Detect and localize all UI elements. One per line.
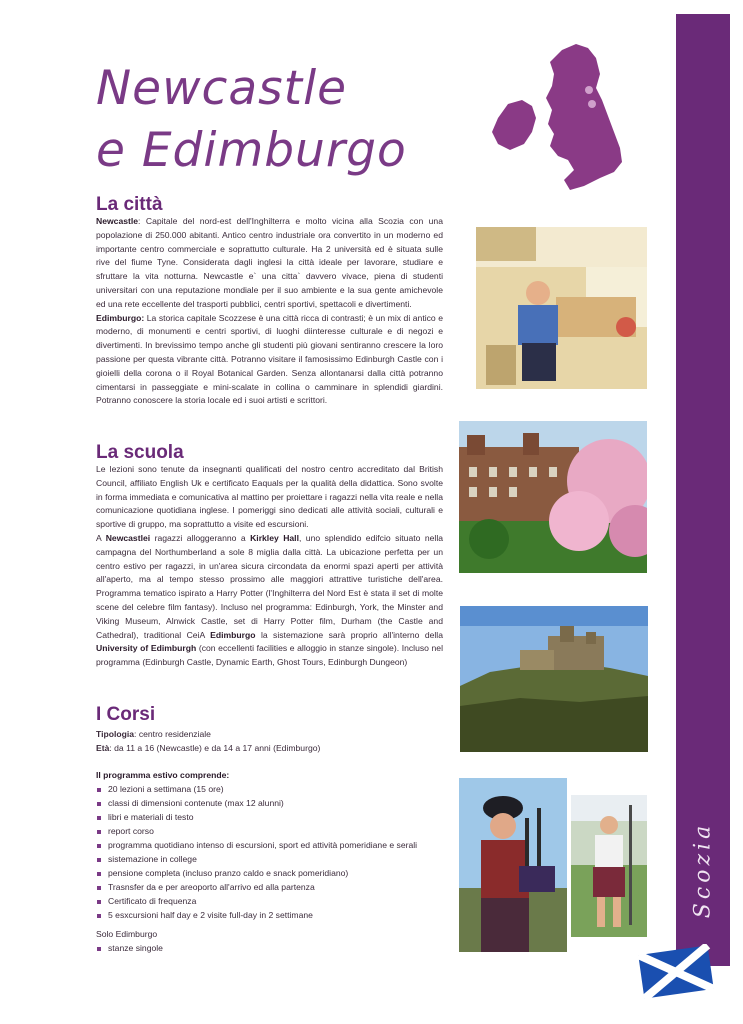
tipologia-label: Tipologia	[96, 729, 135, 739]
photo-mansion-garden	[459, 421, 647, 573]
list-item	[96, 941, 163, 955]
list-item	[96, 838, 417, 852]
bullet-icon	[97, 914, 101, 918]
bullet-icon	[97, 872, 101, 876]
list-item	[96, 782, 417, 796]
list-item	[96, 894, 417, 908]
list-item-text: sistemazione in college	[108, 854, 197, 864]
scuola-newcastle-bold: Newcastlei	[105, 532, 151, 543]
kirkley-hall-bold: Kirkley Hall	[250, 532, 299, 543]
section-heading-corsi: I Corsi	[96, 704, 156, 725]
list-item-text: stanze singole	[108, 943, 163, 953]
bullet-icon	[97, 802, 101, 806]
list-item-text: Certificato di frequenza	[108, 896, 197, 906]
list-item-text: Trasnsfer da e per areoporto all'arrivo ed alla partenza	[108, 882, 315, 892]
list-item	[96, 796, 417, 810]
photo-student-studying	[476, 227, 647, 389]
list-item	[96, 880, 417, 894]
programma-list	[96, 782, 417, 922]
scuola-text-part: A	[96, 532, 106, 543]
bullet-icon	[97, 886, 101, 890]
scotland-flag-icon	[637, 944, 715, 1000]
section-heading-scuola: La scuola	[96, 442, 184, 463]
side-label	[676, 800, 730, 940]
newcastle-label: Newcastle	[96, 216, 139, 226]
bullet-icon	[97, 788, 101, 792]
eta-row	[96, 741, 320, 755]
list-item	[96, 866, 417, 880]
list-item-text: 5 esxcursioni half day e 2 visite full-day in 2 settimane	[108, 910, 313, 920]
uk-map-icon	[488, 40, 628, 192]
citta-text	[96, 215, 443, 408]
eta-value: : da 11 a 16 (Newcastle) e da 14 a 17 anni (Edimburgo)	[109, 743, 321, 753]
photo-edinburgh-castle	[460, 606, 648, 752]
solo-edimburgo-list	[96, 941, 163, 955]
list-item	[96, 852, 417, 866]
scuola-text-part: la sistemazione sarà proprio all'interno della	[255, 629, 443, 640]
list-item	[96, 908, 417, 922]
bullet-icon	[97, 816, 101, 820]
title-line-2: e Edimburgo	[96, 123, 407, 178]
list-item-text: 20 lezioni a settimana (15 ore)	[108, 784, 224, 794]
list-item	[96, 810, 417, 824]
list-item-text: pensione completa (incluso pranzo caldo e snack pomeridiano)	[108, 868, 349, 878]
eta-label: Età	[96, 743, 110, 753]
photo-highland-games	[571, 795, 647, 937]
photo-bagpiper	[459, 778, 567, 952]
list-item	[96, 824, 417, 838]
scuola-text	[96, 463, 443, 670]
university-bold: University of Edimburgh	[96, 643, 197, 654]
title-line-1: Newcastle	[96, 61, 348, 116]
tipologia-row	[96, 727, 211, 741]
scuola-paragraph-1: Le lezioni sono tenute da insegnanti qualificati del nostro centro accreditato dal British Council, affiliato English Uk e certificato Eaquals per la qualità della didattica. Sono svolte in forma immediata e comunicativa al mattino per proiettare i ragazzi nella vita reale e nella comunicazione quotidiana inglese. I pomeriggi sino dedicati alle attività sociali, culturali e sportive di gruppo, ma soprattutto a visite ed escursioni.	[96, 464, 443, 530]
solo-edimburgo-label: Solo Edimburgo	[96, 929, 158, 939]
bullet-icon	[97, 830, 101, 834]
scuola-text-part: ragazzi alloggeranno a	[150, 532, 251, 543]
list-item-text: programma quotidiano intenso di escursioni, sport ed attività pomeridiane e serali	[108, 840, 418, 850]
bullet-icon	[97, 858, 101, 862]
scuola-text-part: , uno splendido edifcio situato nella campagna del Northumberland a sole 8 miglia dalla città. La ubicazione perfetta per un centro estivo per ragazzi, in un'area sicura circondata da enormi spazi aperti per attività all'aperto, ma al tempo stesso prossimo alle maggiori attrattive turistiche dell'area. Programma tematico ispirato a Harry Potter (l'Inghilterra del Nord Est è stata il set di molte scene del celebre film fantasy). Incluso nel programma: Edinburgh, York, the Minster and Viking Museum, Alnwick Castle, set di Harry Potter film, Durham (the Castle and Cathedral), traditional CeiA	[96, 532, 444, 640]
scuola-text-part: (con eccellenti facilities e alloggio in stanze singole). Incluso nel programma (Edinburgh Castle, Dynamic Earth, Ghost Tours, Edinburgh Dungeon)	[96, 643, 443, 668]
edimburgo-description: La storica capitale Scozzese è una città ricca di contrasti; è un mix di antico e moderno, di monumenti e centri sportivi, di luoghi diinteresse culturale e di negozi e divertimenti. In brevissimo tempo anche gli studenti più giovani sentiranno crescere la loro passione per questa vibrante città. Potranno visitare il famosissimo Edinburgh Castle con i gioielli della corona o il Royal Botanical Garden. Senza allontanarsi dalla città potranno cimentarsi in passeggiate e mini-scalate in collina o camminare in splendidi giardini. Potranno conoscere la storia locale ed i suoi artisti e scrittori.	[96, 312, 443, 406]
programma-heading: Il programma estivo comprende:	[96, 770, 230, 780]
list-item-text: report corso	[108, 826, 154, 836]
bullet-icon	[97, 947, 101, 951]
section-heading-citta: La città	[96, 194, 163, 215]
scuola-edimburgo-bold: Edimburgo	[210, 629, 256, 640]
bullet-icon	[97, 900, 101, 904]
page-title	[96, 58, 436, 182]
newcastle-description: : Capitale del nord-est dell'Inghilterra e molto vicina alla Scozia con una popolazione di 250.000 abitanti. Antico centro industriale ora convertito in un moderno ed importante centro commerciale e soprattutto culturale. Ha 2 università ed è situata sulle rive del fiume Tyne. Considerata dagli inglesi la città ideale per lavorare, studiare e sfruttare la vita notturna. Newcastle e` una citta` davvero vivace, piena di studenti universitari con una reputazione mondiale per il suo ambiente e la sua gente amichevole ed una rete eccellente del trasporti pubblici, centri sportivi, spettacoli e divertimenti.	[96, 216, 443, 309]
bullet-icon	[97, 844, 101, 848]
tipologia-value: : centro residenziale	[134, 729, 211, 739]
edimburgo-label: Edimburgo:	[96, 312, 145, 323]
list-item-text: libri e materiali di testo	[108, 812, 194, 822]
list-item-text: classi di dimensioni contenute (max 12 alunni)	[108, 798, 284, 808]
side-label-text: Scozia	[690, 821, 716, 919]
